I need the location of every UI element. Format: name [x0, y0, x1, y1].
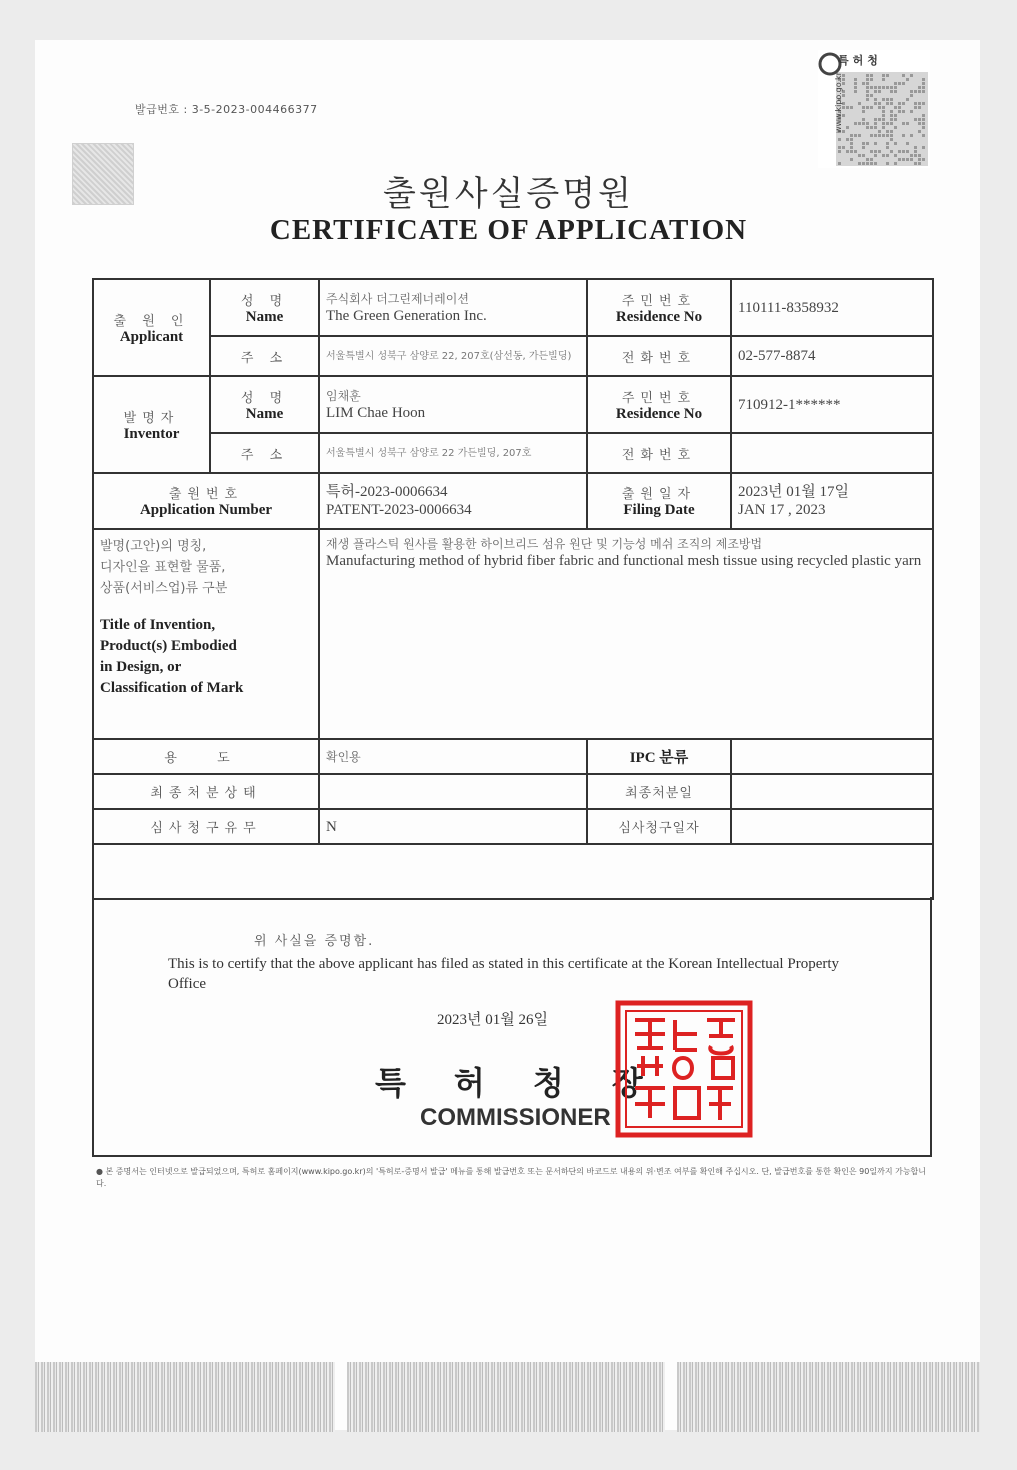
applicant-label: 출 원 인 Applicant — [93, 279, 210, 376]
applicant-phone-label: 전화번호 — [587, 336, 731, 376]
applicant-name-label: 성 명 Name — [210, 279, 319, 336]
ipc-label: IPC 분류 — [587, 739, 731, 774]
applicant-phone: 02-577-8874 — [731, 336, 933, 376]
svg-text:특허청장인: 특허청장인 — [615, 1000, 620, 1001]
qr-label: 특허청 — [838, 54, 882, 67]
blank-row — [93, 844, 933, 899]
footnote: ● 본 증명서는 인터넷으로 발급되었으며, 특허로 홈페이지(www.kipo.go.kr)의 '특허로-증명서 발급' 메뉴를 통해 발급번호 또는 문서하단의 바코드로 내용의 위·변조 여부를 확인해 주십시오. 단, 발급번호를 통한 확인은 90일까지 가능합니다. — [96, 1167, 926, 1188]
inventor-residence-no: 710912-1****** — [731, 376, 933, 433]
final-status-value — [319, 774, 587, 809]
final-status-label: 최종처분상태 — [93, 774, 319, 809]
applicant-residence-no: 110111-8358932 — [731, 279, 933, 336]
inventor-phone-label: 전화번호 — [587, 433, 731, 473]
purpose-value: 확인용 — [319, 739, 587, 774]
office-korean: 특허청장 — [375, 1064, 691, 1102]
application-number-label: 출원번호 Application Number — [93, 473, 319, 529]
exam-request-date-value — [731, 809, 933, 844]
inventor-name: 임채훈 LIM Chae Hoon — [319, 376, 587, 433]
applicant-address: 서울특별시 성북구 삼양로 22, 207호(삼선동, 가든빌딩) — [319, 336, 587, 376]
exam-request-value: N — [319, 809, 587, 844]
inventor-phone — [731, 433, 933, 473]
inventor-name-label: 성 명 Name — [210, 376, 319, 433]
title-of-invention-label: 발명(고안)의 명칭, 디자인을 표현할 물품, 상품(서비스업)류 구분 Title of Invention, Product(s) Embodied in Design, or Classification of Mark — [93, 529, 319, 739]
barcode-strip-3 — [677, 1362, 980, 1432]
barcode-strip-1 — [35, 1362, 335, 1432]
issue-number: 발급번호 : 3-5-2023-004466377 — [135, 103, 318, 116]
certification-date: 2023년 01월 26일 — [437, 1012, 548, 1028]
applicant-address-label: 주 소 — [210, 336, 319, 376]
purpose-label: 용 도 — [93, 739, 319, 774]
inventor-label: 발명자 Inventor — [93, 376, 210, 473]
title-english: CERTIFICATE OF APPLICATION — [269, 214, 748, 246]
title-of-invention-value: 재생 플라스틱 원사를 활용한 하이브리드 섬유 원단 및 기능성 메쉬 조직의 제조방법 Manufacturing method of hybrid fiber fabric and functional mesh tissue using recycled plastic yarn — [319, 529, 933, 739]
final-status-date-label: 최종처분일 — [587, 774, 731, 809]
certification-korean: 위 사실을 증명함. — [254, 934, 375, 949]
barcode-strip-2 — [347, 1362, 665, 1432]
filing-date-label: 출원일자 Filing Date — [587, 473, 731, 529]
svg-text:www.kipo.go.kr: www.kipo.go.kr — [834, 72, 843, 133]
certificate-table — [92, 278, 934, 900]
inventor-address: 서울특별시 성북구 삼양로 22 가든빌딩, 207호 — [319, 433, 587, 473]
applicant-residence-label: 주민번호 Residence No — [587, 279, 731, 336]
official-seal — [615, 1000, 753, 1138]
certification-english: This is to certify that the above applicant has filed as stated in this certificate at the Korean Intellectual Property Office — [168, 956, 840, 992]
exam-request-label: 심사청구유무 — [93, 809, 319, 844]
applicant-name: 주식회사 더그린제너레이션 The Green Generation Inc. — [319, 279, 587, 336]
exam-request-date-label: 심사청구일자 — [587, 809, 731, 844]
filing-date: 2023년 01월 17일 JAN 17 , 2023 — [731, 473, 933, 529]
ipc-value — [731, 739, 933, 774]
final-status-date-value — [731, 774, 933, 809]
title-korean: 출원사실증명원 — [383, 174, 634, 214]
office-english: COMMISSIONER — [420, 1104, 611, 1131]
inventor-residence-label: 주민번호 Residence No — [587, 376, 731, 433]
application-number: 특허-2023-0006634 PATENT-2023-0006634 — [319, 473, 587, 529]
inventor-address-label: 주 소 — [210, 433, 319, 473]
